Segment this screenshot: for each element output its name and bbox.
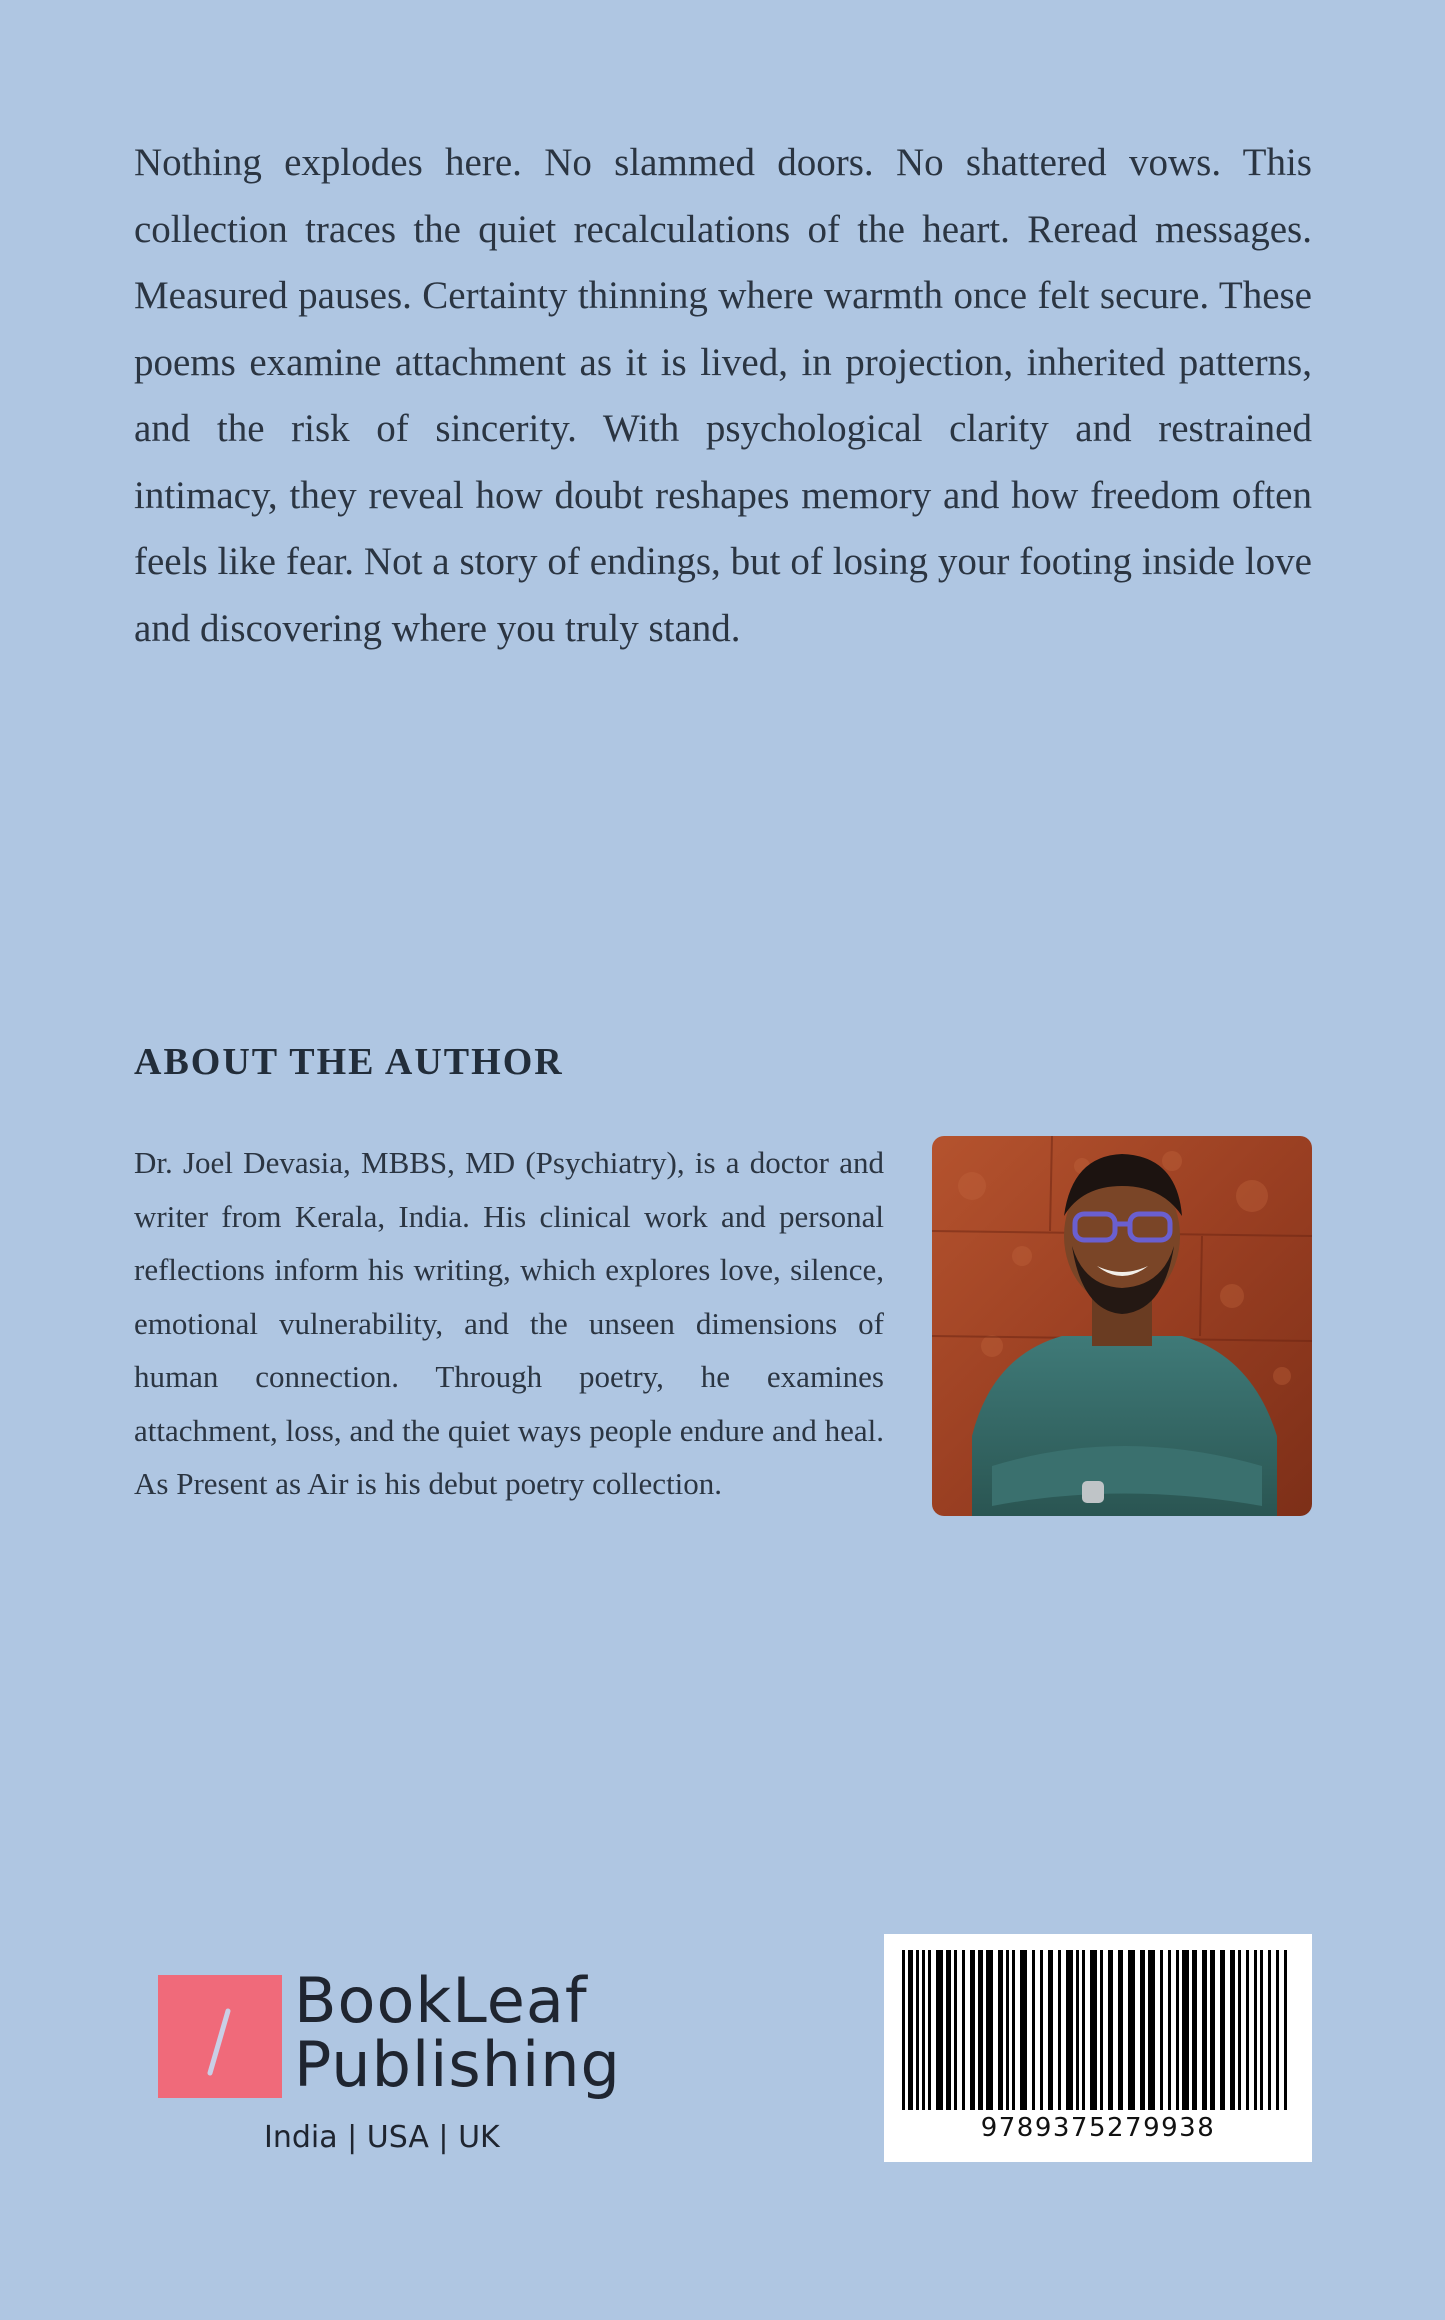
barcode-bar (1220, 1950, 1225, 2110)
barcode-bar (1118, 1950, 1123, 2110)
barcode-bar (946, 1950, 951, 2110)
barcode-bar (986, 1950, 993, 2110)
barcode-bar (1066, 1950, 1073, 2110)
barcode-bar (1238, 1950, 1241, 2110)
barcode-bar (1260, 1950, 1263, 2110)
barcode-bar (1100, 1950, 1103, 2110)
barcode-bar (1268, 1950, 1271, 2110)
barcode-bar (1148, 1950, 1155, 2110)
barcode-bar (1160, 1950, 1163, 2110)
slash-mark-icon (158, 1975, 282, 2098)
about-author-heading: ABOUT THE AUTHOR (134, 1041, 564, 1083)
barcode-bar (962, 1950, 965, 2110)
barcode-bar (908, 1950, 913, 2110)
barcode-bar (978, 1950, 983, 2110)
barcode-bar (936, 1950, 943, 2110)
author-bio: Dr. Joel Devasia, MBBS, MD (Psychiatry), is a doctor and writer from Kerala, India. His clinical work and personal reflections inform his writing, which explores love, silence, emotional vulnerability, and the unseen dimensions of human connection. Through poetry, he examines attachment, loss, and the quiet ways people endure and heal. As Present as Air is his debut poetry collection. (134, 1145, 884, 1501)
barcode-bar (1246, 1950, 1249, 2110)
publisher-regions: India | USA | UK (264, 2120, 500, 2155)
barcode-bar (1076, 1950, 1079, 2110)
barcode-bar (1108, 1950, 1113, 2110)
barcode-bar (1006, 1950, 1009, 2110)
barcode-bar (1090, 1950, 1097, 2110)
barcode-bar (1182, 1950, 1189, 2110)
isbn-number: 9789375279938 (980, 2113, 1216, 2143)
barcode-bar (954, 1950, 957, 2110)
barcode-bar (1032, 1950, 1035, 2110)
barcode-bar (1284, 1950, 1287, 2110)
barcode-bar (1082, 1950, 1085, 2110)
barcode-bar (1140, 1950, 1145, 2110)
barcode-bar (928, 1950, 931, 2110)
barcode-bar (1168, 1950, 1171, 2110)
barcode-bar (1254, 1950, 1257, 2110)
barcode-bar (1128, 1950, 1135, 2110)
barcode-bar (1230, 1950, 1235, 2110)
barcode-bar (1040, 1950, 1043, 2110)
barcode-bar (922, 1950, 925, 2110)
barcode-bar (1012, 1950, 1015, 2110)
barcode-bar (1276, 1950, 1279, 2110)
barcode-bar (1210, 1950, 1215, 2110)
barcode-bar (1202, 1950, 1207, 2110)
barcode-bar (970, 1950, 975, 2110)
publisher-name-line2: Publishing (294, 2028, 621, 2101)
publisher-name-line1: BookLeaf (294, 1964, 588, 2037)
back-cover-blurb: Nothing explodes here. No slammed doors. No shattered vows. This collection traces the quiet recalculations of the heart. Reread messages. Measured pauses. Certainty thinning where warmth once felt secure. These poems examine attachment as it is lived, in projection, inherited patterns, and the risk of sincerity. With psychological clarity and restrained intimacy, they reveal how doubt reshapes memory and how freedom often feels like fear. Not a story of endings, but of losing your footing inside love and discovering where you truly stand. (134, 141, 1312, 650)
author-photo (932, 1136, 1312, 1516)
barcode-bar (1020, 1950, 1027, 2110)
barcode-bar (1048, 1950, 1053, 2110)
barcode-bar (916, 1950, 919, 2110)
barcode-bar (1176, 1950, 1179, 2110)
barcode-bar (902, 1950, 905, 2110)
publisher-logo (158, 1964, 621, 2168)
barcode-bar (1192, 1950, 1197, 2110)
barcode-bar (1058, 1950, 1061, 2110)
isbn-barcode (884, 1934, 1312, 2162)
barcode-bar (998, 1950, 1003, 2110)
